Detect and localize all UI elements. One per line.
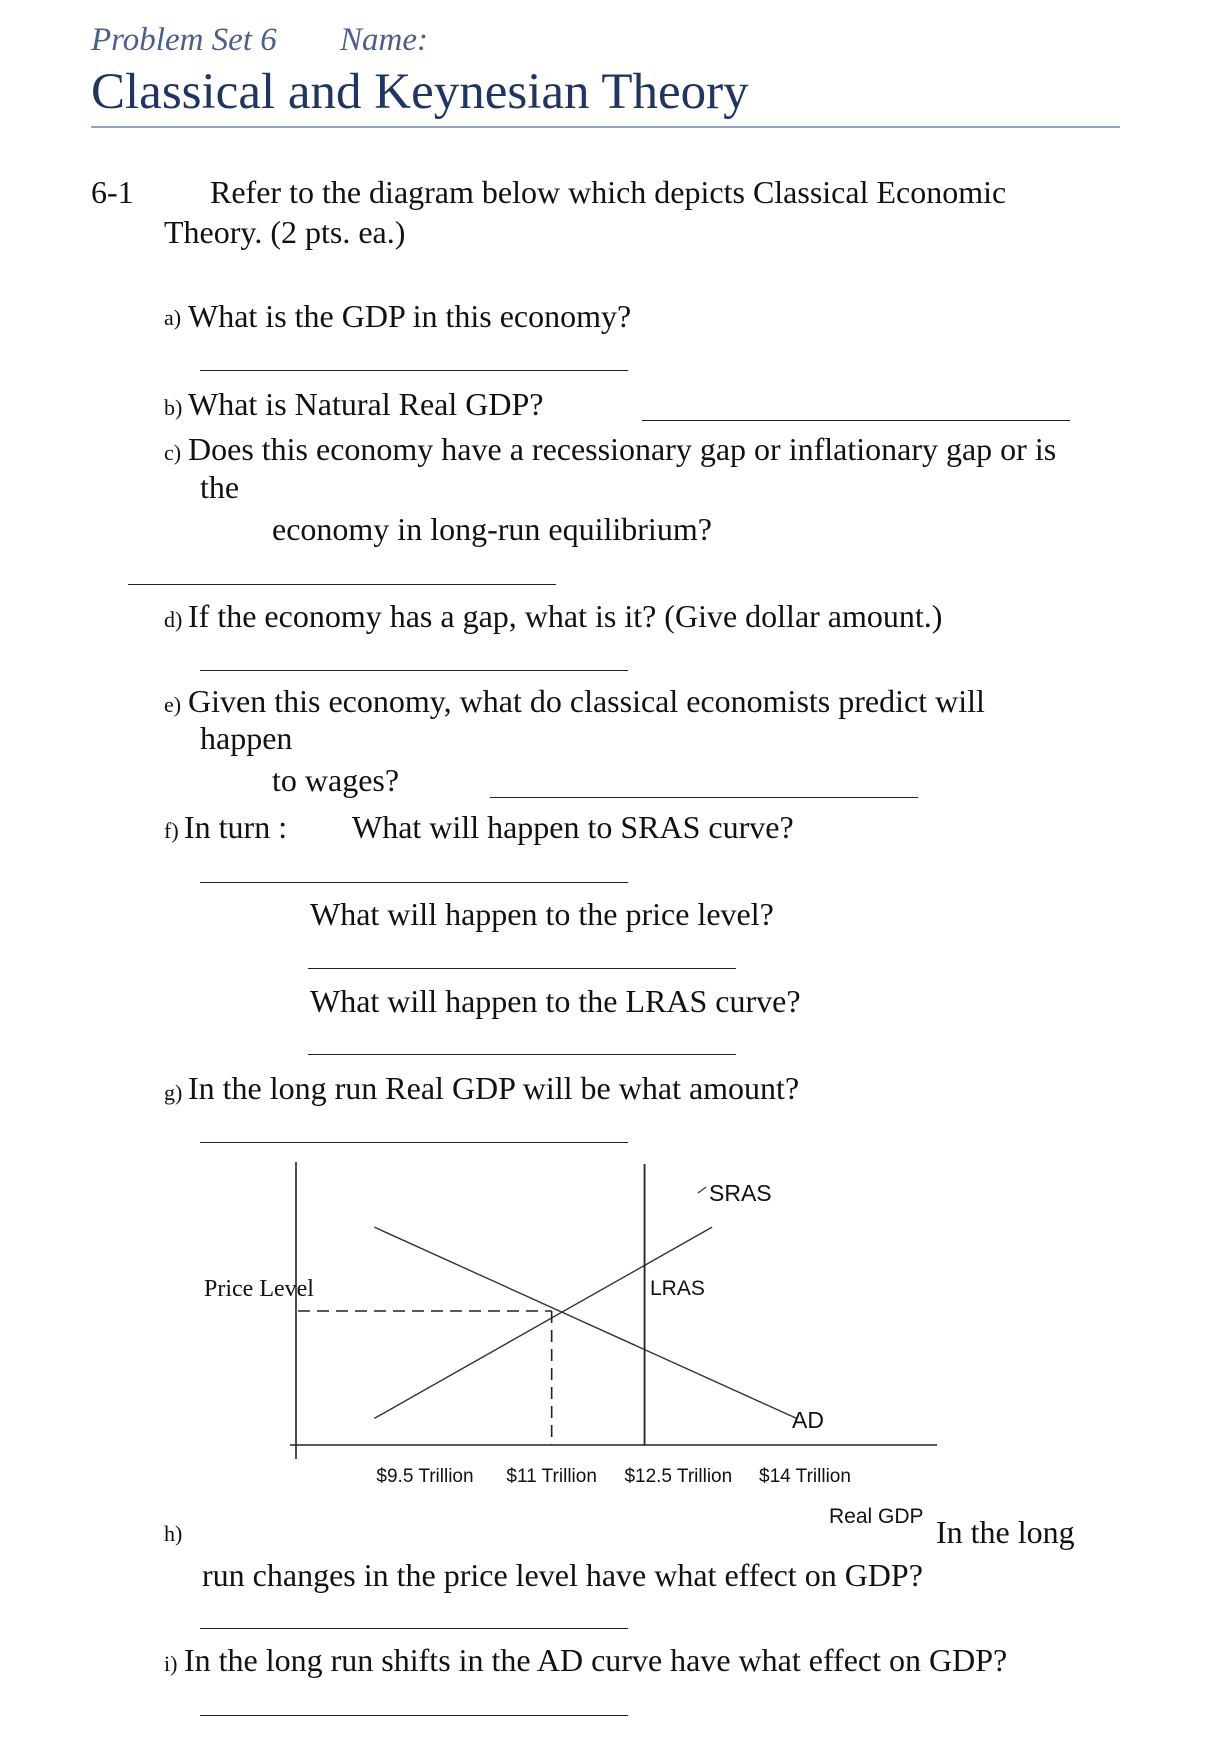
- item-b-letter: b): [164, 395, 183, 420]
- question-intro-line2: Theory. (2 pts. ea.): [164, 214, 406, 250]
- item-d-letter: d): [164, 607, 183, 632]
- question-number: 6-1: [91, 174, 134, 210]
- x-axis-label: Real GDP: [829, 1505, 924, 1528]
- sras-label: SRAS: [709, 1180, 772, 1206]
- answer-line-h[interactable]: [200, 1628, 628, 1629]
- item-h-letter: h): [164, 1521, 183, 1546]
- item-d-text: If the economy has a gap, what is it? (Give dollar amount.): [188, 598, 943, 634]
- sras-label-leader: [698, 1187, 706, 1193]
- ad-curve: [374, 1227, 796, 1418]
- lras-label: LRAS: [650, 1277, 705, 1300]
- item-h-line2: run changes in the price level have what effect on GDP?: [202, 1557, 923, 1593]
- name-label: Name:: [340, 22, 428, 58]
- item-e-letter: e): [164, 692, 182, 717]
- page-title: Classical and Keynesian Theory: [91, 64, 749, 120]
- item-e-line3: to wages?: [272, 762, 400, 798]
- sras-curve: [374, 1227, 712, 1418]
- item-h-line1: In the long: [936, 1514, 1075, 1550]
- item-c-letter: c): [164, 440, 182, 465]
- item-i-letter: i): [164, 1651, 178, 1676]
- item-f-q3: What will happen to the LRAS curve?: [310, 983, 801, 1019]
- x-tick-label: $11 Trillion: [506, 1466, 597, 1487]
- item-e-line2: happen: [200, 720, 293, 756]
- ad-label: AD: [792, 1407, 824, 1433]
- answer-line-i[interactable]: [200, 1715, 628, 1716]
- item-i-text: In the long run shifts in the AD curve have what effect on GDP?: [184, 1642, 1008, 1678]
- x-tick-label: $14 Trillion: [759, 1466, 851, 1487]
- item-c-line1: Does this economy have a recessionary gap or inflationary gap or is: [188, 431, 1057, 467]
- item-f-letter: f): [164, 818, 179, 843]
- item-a-text: What is the GDP in this economy?: [188, 298, 632, 334]
- problem-set-label: Problem Set 6: [91, 22, 277, 58]
- item-b-text: What is Natural Real GDP?: [188, 386, 544, 422]
- item-g-text: In the long run Real GDP will be what amount?: [188, 1070, 800, 1106]
- y-axis-label-text: Price Level: [204, 1276, 314, 1302]
- item-g-letter: g): [164, 1080, 183, 1105]
- question-intro-line1: Refer to the diagram below which depicts Classical Economic: [210, 174, 1007, 210]
- x-tick-label: $9.5 Trillion: [376, 1466, 474, 1487]
- item-c-line3: economy in long-run equilibrium?: [272, 511, 712, 547]
- x-tick-label: $12.5 Trillion: [624, 1466, 733, 1487]
- item-a-letter: a): [164, 305, 182, 330]
- item-f-q1: What will happen to SRAS curve?: [352, 809, 794, 845]
- item-e-line1: Given this economy, what do classical economists predict will: [188, 683, 985, 719]
- item-f-q2: What will happen to the price level?: [310, 896, 774, 932]
- item-f-in-turn: In turn :: [184, 809, 288, 845]
- item-c-line2: the: [200, 469, 240, 505]
